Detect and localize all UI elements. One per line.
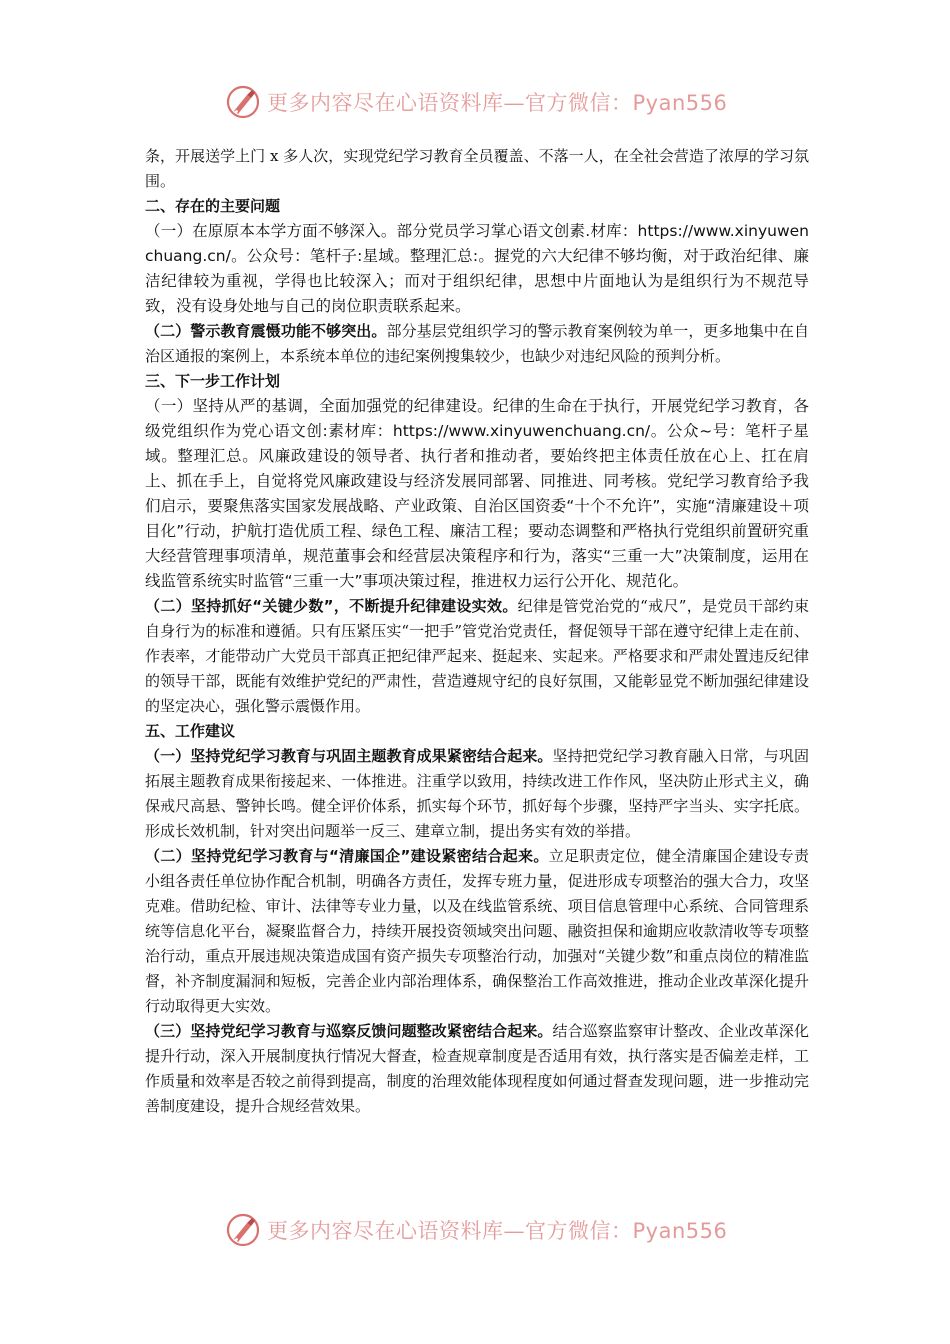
pen-nib-logo-icon bbox=[225, 1212, 261, 1248]
paragraph bbox=[145, 319, 809, 369]
paragraph bbox=[145, 594, 809, 719]
section-heading: 三、下一步工作计划 bbox=[145, 372, 281, 390]
paragraph bbox=[145, 744, 809, 844]
banner-slogan: 更多内容尽在心语资料库—官方微信： bbox=[267, 91, 633, 115]
paragraph-lead: （二）警示教育震慑功能不够突出。 bbox=[145, 322, 387, 340]
section-heading: 二、存在的主要问题 bbox=[145, 197, 281, 215]
paragraph-text: 坚持把党纪学习教育融入日常，与巩固拓展主题教育成果衔接起来、一体推进。注重学以致用，持续改进工作作风，坚决防止形式主义，确保戒尺高悬、警钟长鸣。健全评价体系，抓实每个环节，抓好每个步骤，坚持严字当头、实字托底。形成长效机制，针对突出问题举一反三、建章立制，提出务实有效的举措。 bbox=[145, 747, 809, 840]
paragraph bbox=[145, 1019, 809, 1119]
banner-text bbox=[267, 1215, 727, 1245]
banner-slogan: 更多内容尽在心语资料库—官方微信： bbox=[267, 1219, 633, 1243]
paragraph-text: 结合巡察监察审计整改、企业改革深化提升行动，深入开展制度执行情况大督查，检查规章制度是否适用有效，执行落实是否偏差走样，工作质量和效率是否较之前得到提高，制度的治理效能体现程度如何通过督查发现问题，进一步推动完善制度建设，提升合规经营效果。 bbox=[145, 1022, 809, 1115]
section-heading: 五、工作建议 bbox=[145, 722, 236, 740]
pen-nib-logo-icon bbox=[225, 84, 261, 120]
banner-text bbox=[267, 87, 727, 117]
banner-wechat-id: Pyan556 bbox=[632, 1219, 728, 1243]
paragraph: （一）在原原本本学方面不够深入。部分党员学习掌心语文创素.材库：https://www.xinyuwenchuang.cn/。公众号：笔杆子:星域。整理汇总:。握党的六大纪律不够均衡，对于政治纪律、廉洁纪律较为重视，学得也比较深入；而对于组织纪律，思想中片面地认为是组织行为不规范导致，没有设身处地与自己的岗位职责联系起来。 bbox=[145, 222, 809, 315]
paragraph-text: 部分基层党组织学习的警示教育案例较为单一，更多地集中在自治区通报的案例上，本系统本单位的违纪案例搜集较少，也缺少对违纪风险的预判分析。 bbox=[145, 322, 809, 365]
paragraph: （一）坚持从严的基调，全面加强党的纪律建设。纪律的生命在于执行，开展党纪学习教育，各级党组织作为党心语文创:素材库：https://www.xinyuwenchuang.cn/。公众~号：笔杆子星域。整理汇总。风廉政建设的领导者、执行者和推动者，要始终把主体责任放在心上、扛在肩上、抓在手上，自觉将党风廉政建设与经济发展同部署、同推进、同考核。党纪学习教育给予我们启示，要聚焦落实国家发展战略、产业政策、自治区国资委“十个不允许”，实施“清廉建设＋项目化”行动，护航打造优质工程、绿色工程、廉洁工程；要动态调整和严格执行党组织前置研究重大经营管理事项清单，规范董事会和经营层决策程序和行为，落实“三重一大”决策制度，运用在线监管系统实时监管“三重一大”事项决策过程，推进权力运行公开化、规范化。 bbox=[145, 397, 809, 590]
paragraph-lead: （三）坚持党纪学习教育与巡察反馈问题整改紧密结合起来。 bbox=[145, 1022, 553, 1040]
paragraph bbox=[145, 844, 809, 1019]
paragraph-text: 立足职责定位，健全清廉国企建设专责小组各责任单位协作配合机制，明确各方责任，发挥专班力量，促进形成专项整治的强大合力，攻坚克难。借助纪检、审计、法律等专业力量，以及在线监管系统、项目信息管理中心系统、合同管理系统等信息化平台，凝聚监督合力，持续开展投资领域突出问题、融资担保和逾期应收款清收等专项整治行动，重点开展违规决策造成国有资产损失专项整治行动，加强对“关键少数”和重点岗位的精准监督，补齐制度漏洞和短板，完善企业内部治理体系，确保整治工作高效推进，推动企业改革深化提升行动取得更大实效。 bbox=[145, 847, 809, 1015]
footer-banner bbox=[225, 1212, 728, 1248]
document-body bbox=[145, 144, 809, 1119]
paragraph-lead: （一）坚持党纪学习教育与巩固主题教育成果紧密结合起来。 bbox=[145, 747, 553, 765]
paragraph-text: 纪律是管党治党的“戒尺”，是党员干部约束自身行为的标准和遵循。只有压紧压实“一把手”管党治党责任，督促领导干部在遵守纪律上走在前、作表率，才能带动广大党员干部真正把纪律严起来、挺起来、实起来。严格要求和严肃处置违反纪律的领导干部，既能有效维护党纪的严肃性，营造遵规守纪的良好氛围，又能彰显党不断加强纪律建设的坚定决心，强化警示震慑作用。 bbox=[145, 597, 809, 715]
banner-wechat-id: Pyan556 bbox=[632, 91, 728, 115]
paragraph: 条，开展送学上门 x 多人次，实现党纪学习教育全员覆盖、不落一人，在全社会营造了浓厚的学习氛围。 bbox=[145, 147, 809, 190]
paragraph-lead: （二）坚持抓好“关键少数”，不断提升纪律建设实效。 bbox=[145, 597, 518, 615]
header-banner bbox=[225, 84, 728, 120]
paragraph-lead: （二）坚持党纪学习教育与“清廉国企”建设紧密结合起来。 bbox=[145, 847, 549, 865]
